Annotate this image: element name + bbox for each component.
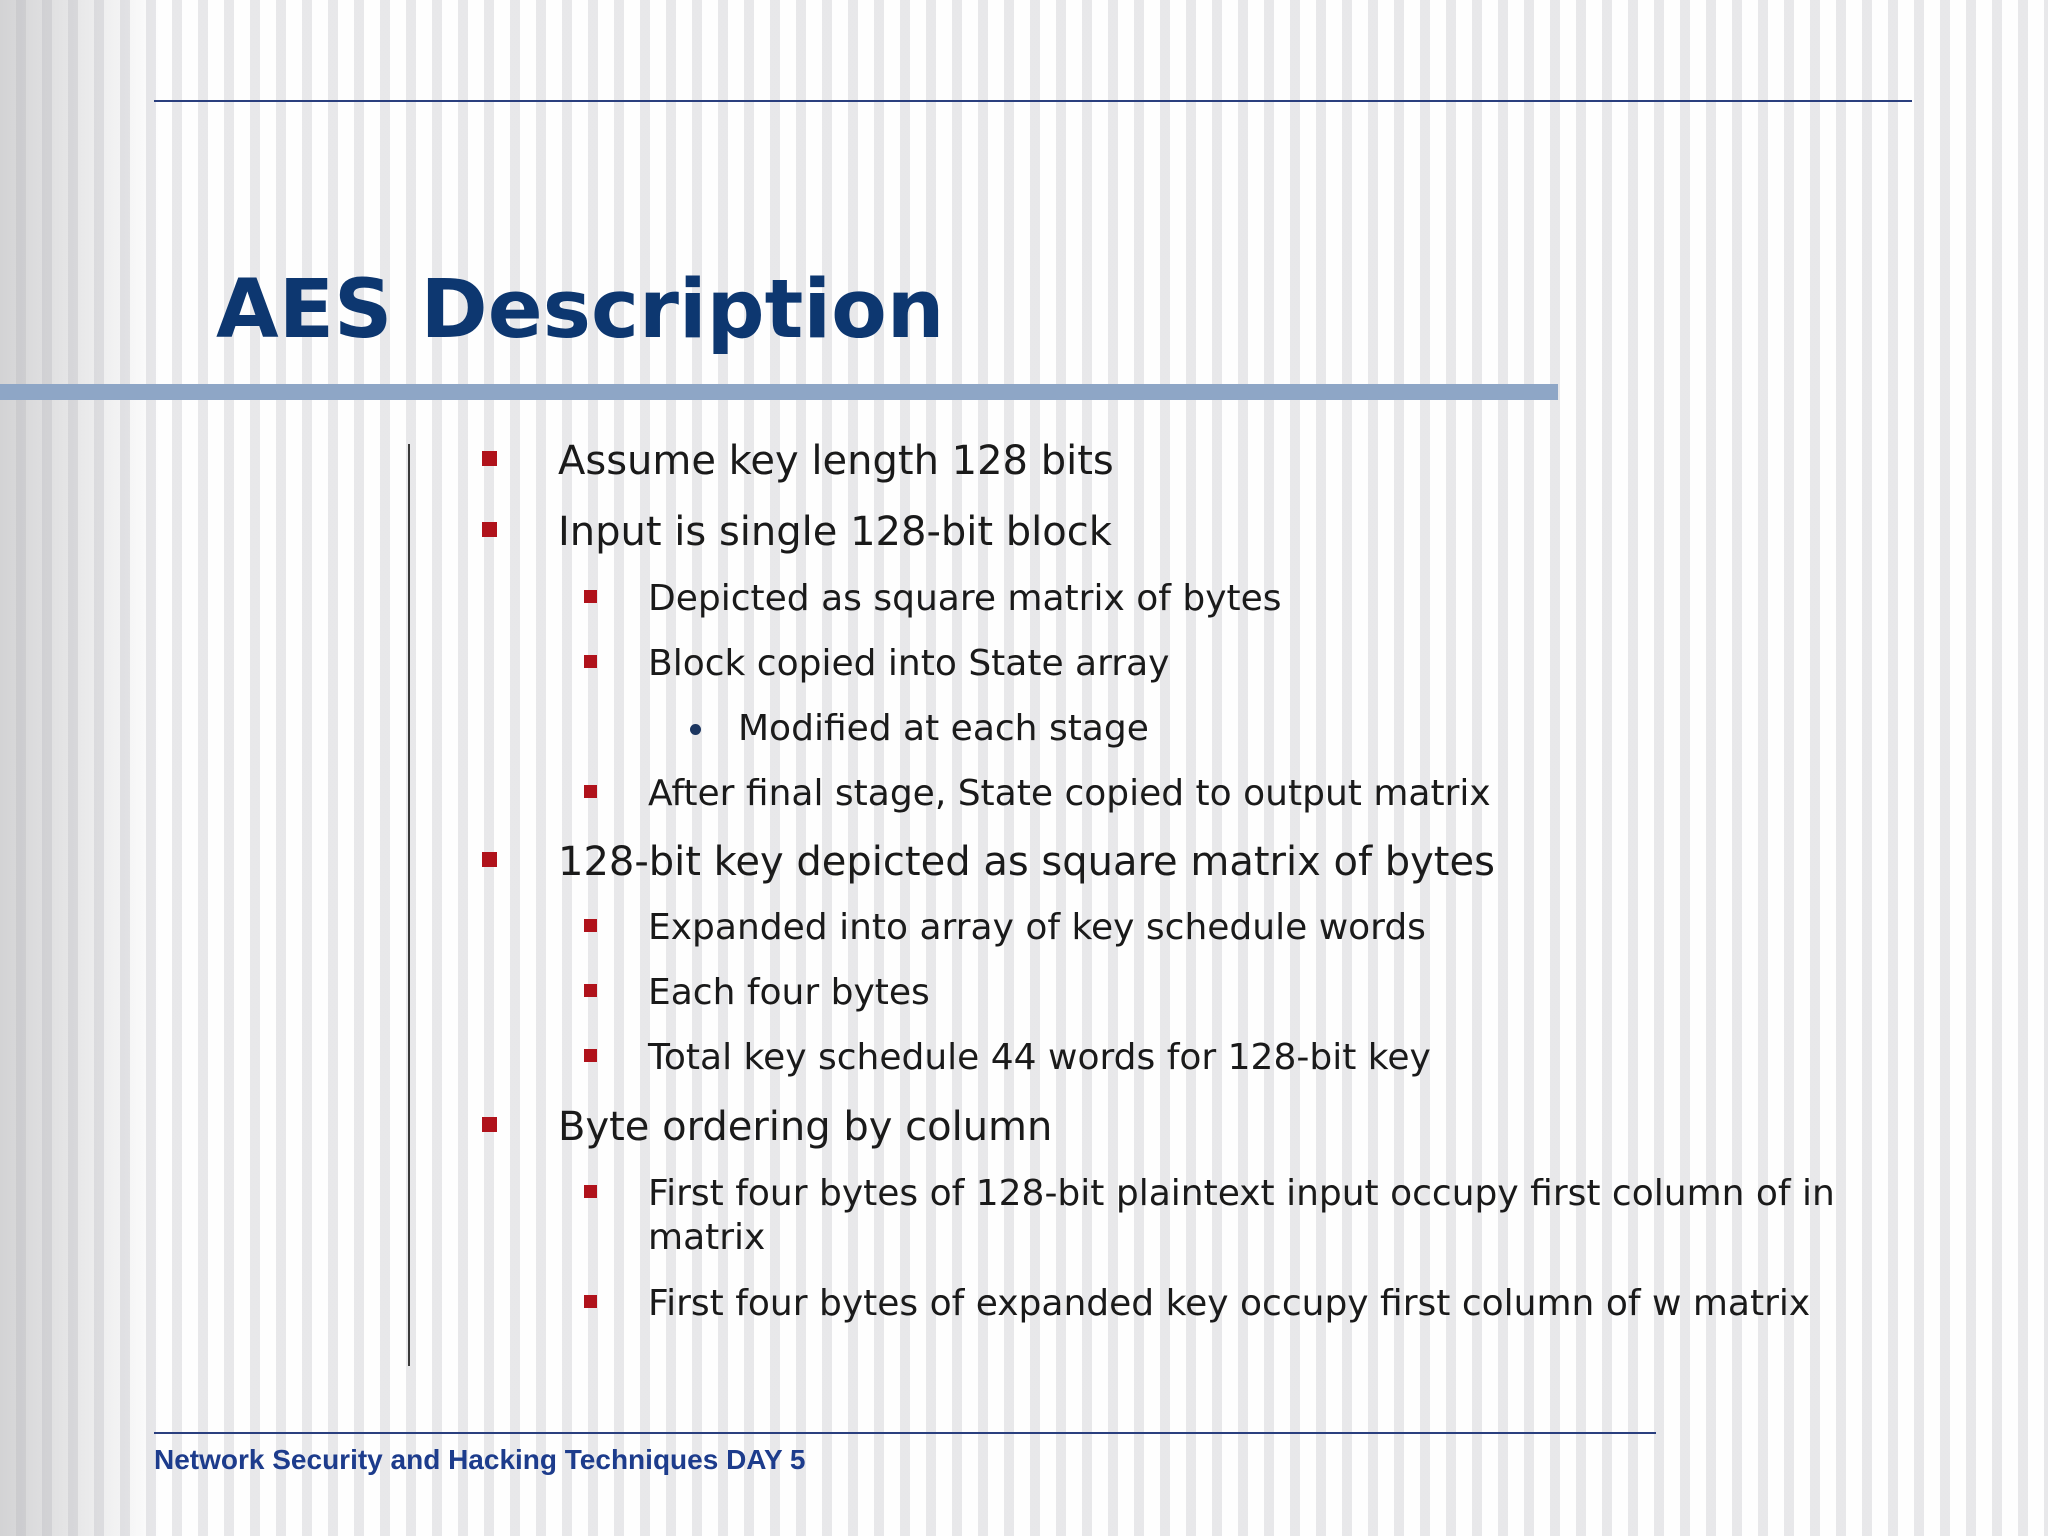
- bullet-text: 128-bit key depicted as square matrix of bytes: [558, 839, 1495, 885]
- bullet-item: [482, 838, 1495, 886]
- bullet-text: Expanded into array of key schedule words: [648, 907, 1426, 948]
- bullet-square-icon: [482, 1117, 497, 1132]
- sub-bullet-item: [584, 1036, 1431, 1080]
- bullet-dot-icon: [690, 724, 701, 735]
- bullet-text: First four bytes of expanded key occupy first column of w matrix: [648, 1283, 1811, 1324]
- top-divider-line: [154, 100, 1912, 102]
- bullet-square-icon: [584, 1049, 597, 1062]
- sub-bullet-item: [584, 772, 1491, 816]
- bullet-square-icon: [482, 852, 497, 867]
- bullet-square-icon: [482, 451, 497, 466]
- bullet-text: After final stage, State copied to output matrix: [648, 773, 1491, 814]
- bullet-square-icon: [584, 785, 597, 798]
- bullet-text: Assume key length 128 bits: [558, 438, 1114, 484]
- bullet-text: Byte ordering by column: [558, 1104, 1053, 1150]
- bullet-square-icon: [584, 919, 597, 932]
- bullet-square-icon: [584, 590, 597, 603]
- bullet-text: Modified at each stage: [738, 708, 1149, 749]
- sub-bullet-item: [584, 642, 1169, 686]
- content-vertical-rule: [408, 444, 410, 1366]
- sub-bullet-item: [584, 577, 1282, 621]
- bullet-text: Input is single 128-bit block: [558, 509, 1112, 555]
- bullet-square-icon: [584, 984, 597, 997]
- bullet-text-line1: First four bytes of 128-bit plaintext input occupy first column of in: [648, 1173, 1835, 1214]
- sub-bullet-item: [584, 906, 1426, 950]
- slide-title: AES Description: [216, 263, 945, 357]
- sub-bullet-item: [584, 1282, 1810, 1326]
- sub-bullet-item: [584, 1172, 1835, 1260]
- sub-sub-bullet-item: [690, 707, 1149, 751]
- bullet-text: Each four bytes: [648, 972, 930, 1013]
- bullet-text: Depicted as square matrix of bytes: [648, 578, 1282, 619]
- sub-bullet-item: [584, 971, 930, 1015]
- bullet-square-icon: [584, 1295, 597, 1308]
- bullet-square-icon: [584, 1185, 597, 1198]
- bullet-text: Block copied into State array: [648, 643, 1170, 684]
- bullet-text: Total key schedule 44 words for 128-bit key: [648, 1037, 1431, 1078]
- footer-divider-line: [154, 1432, 1656, 1434]
- title-underline-bar: [0, 384, 1558, 400]
- bullet-square-icon: [482, 522, 497, 537]
- bullet-item: [482, 508, 1112, 556]
- bullet-item: [482, 1103, 1052, 1151]
- bullet-text-line2: matrix: [648, 1217, 766, 1258]
- footer-text: Network Security and Hacking Techniques DAY 5: [154, 1444, 806, 1475]
- bullet-item: [482, 437, 1114, 485]
- bullet-square-icon: [584, 655, 597, 668]
